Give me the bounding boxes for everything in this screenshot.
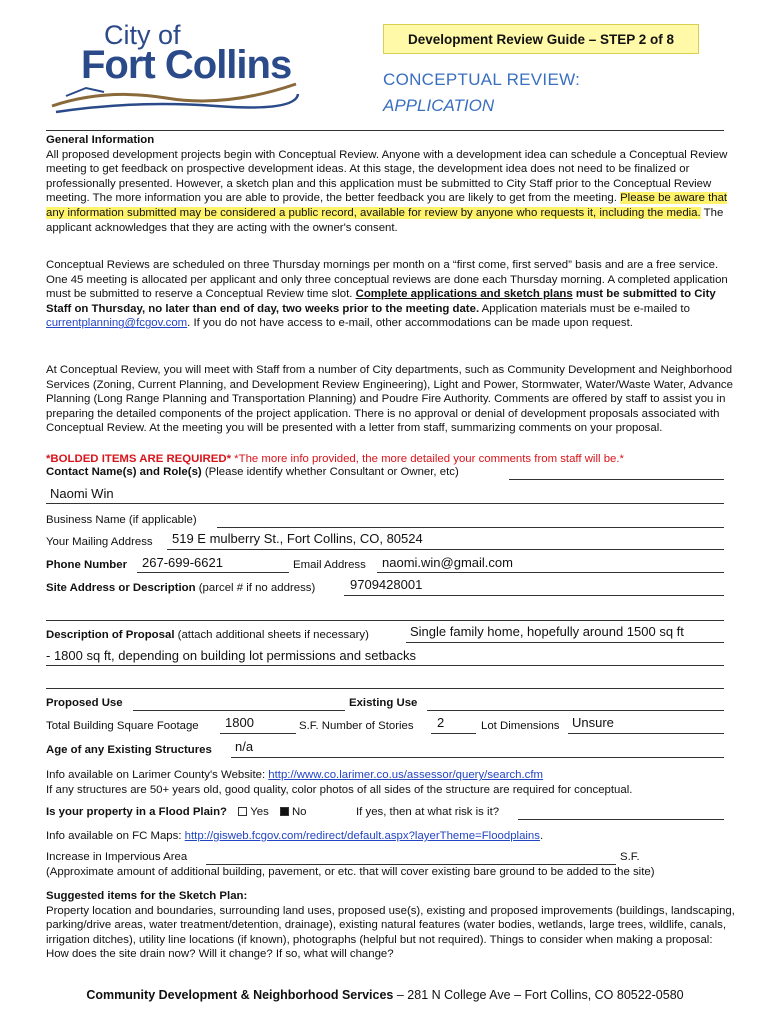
- proposed-use-input[interactable]: [133, 710, 345, 711]
- flood-risk-input[interactable]: [518, 819, 724, 820]
- general-info-heading: General Information: [46, 134, 155, 146]
- age-row: Age of any Existing Structures: [0, 744, 770, 760]
- logo-fort-collins-text: Fort Collins: [81, 43, 292, 87]
- step-banner: Development Review Guide – STEP 2 of 8: [383, 24, 699, 54]
- public-record-notice: Please be aware that any information submitted may be considered a public record, available for review by anyone who requests it, including the media.: [46, 192, 728, 219]
- existing-use-input[interactable]: [427, 710, 724, 711]
- description-row: Description of Proposal (attach additional sheets if necessary): [0, 629, 770, 645]
- lot-dimensions-input[interactable]: Unsure: [572, 715, 614, 730]
- header-divider: [46, 130, 724, 131]
- sketch-plan-section: [46, 889, 736, 962]
- flood-no-checkbox[interactable]: [280, 807, 289, 816]
- impervious-row: Increase in Impervious Area S.F.: [46, 851, 640, 863]
- larimer-info: Info available on Larimer County's Website: http://www.co.larimer.co.us/assessor/query/search.cfm: [46, 769, 544, 781]
- use-row: Proposed Use Existing Use: [0, 697, 770, 713]
- fc-maps-info: Info available on FC Maps: http://gisweb.fcgov.com/redirect/default.aspx?layerTheme=Floodplains.: [46, 830, 544, 842]
- general-info-paragraph-3: At Conceptual Review, you will meet with Staff from a number of City departments, such as Community Development and Neighborhood Services (Zoning, Current Planning, and Development Review Engineering), Light and Power, Stormwater, Water/Waste Water, Advance Planning (Long Range Planning and Transportation Planning) and Poudre Fire Authority. Comments are offered by staff to assist you in preparing the detailed components of the project application. There is no approval or denial of development proposals associated with Conceptual Review. At the meeting you will be presented with a letter from staff, summarizing comments on your proposal.: [46, 364, 733, 435]
- stories-input[interactable]: 2: [437, 715, 445, 730]
- contact-input[interactable]: Naomi Win: [50, 486, 114, 501]
- sketch-plan-body: Property location and boundaries, surrounding land uses, proposed use(s), existing and proposed improvements (buildings, landscaping, parking/drive areas, water treatment/detention, drainage), existing natural features (water bodies, wetlands, large trees, wildlife, canals, irrigation ditches), utility line locations (if known), photographs (helpful but not required). Things to consider when making a proposal: How does the site drain now? Will it change? If so, what will change?: [46, 904, 735, 961]
- impervious-note: (Approximate amount of additional building, pavement, or etc. that will cover existing bare ground to be added to the site): [46, 866, 655, 878]
- email-input[interactable]: naomi.win@gmail.com: [382, 555, 513, 570]
- logo-city-text: City of: [104, 20, 181, 50]
- required-notice: *BOLDED ITEMS ARE REQUIRED* *The more info provided, the more detailed your comments from staff will be.*: [46, 453, 624, 465]
- general-info-paragraph-2: Conceptual Reviews are scheduled on three Thursday mornings per month on a “first come, first served” basis and are a free service. One 45 meeting is allocated per applicant and only three conceptual reviews are done each Thursday morning. A completed application must be submitted to reserve a Conceptual Review time slot. Complete applications and sketch plans must be submitted to City Staff on Thursday, no later than end of day, two weeks prior to the meeting date. Application materials must be e-mailed to currentplanning@fcgov.com. If you do not have access to e-mail, other accommodations can be made upon request.: [46, 259, 728, 330]
- size-row: Total Building Square Footage S.F. Number of Stories Lot Dimensions: [0, 720, 770, 736]
- description-input-line-1[interactable]: Single family home, hopefully around 1500 sq ft: [410, 624, 684, 639]
- flood-yes-checkbox[interactable]: [238, 807, 247, 816]
- mailing-input[interactable]: 519 E mulberry St., Fort Collins, CO, 80524: [172, 531, 423, 546]
- business-row: Business Name (if applicable): [0, 514, 770, 530]
- page-title: CONCEPTUAL REVIEW:: [383, 70, 581, 89]
- square-footage-input[interactable]: 1800: [225, 715, 254, 730]
- footer: Community Development & Neighborhood Services – 281 N College Ave – Fort Collins, CO 80522-0580: [86, 988, 684, 1002]
- general-info-section: [46, 133, 736, 235]
- sketch-plan-heading: Suggested items for the Sketch Plan:: [46, 890, 248, 902]
- fc-maps-link[interactable]: http://gisweb.fcgov.com/redirect/default.aspx?layerTheme=Floodplains: [184, 830, 540, 842]
- email-link[interactable]: currentplanning@fcgov.com: [46, 317, 188, 330]
- phone-row: Phone Number Email Address: [0, 559, 770, 575]
- contact-row: Contact Name(s) and Role(s) (Please identify whether Consultant or Owner, etc): [0, 466, 770, 482]
- page-subtitle: APPLICATION: [383, 96, 495, 115]
- flood-plain-row: Is your property in a Flood Plain? Yes No If yes, then at what risk is it?: [0, 806, 770, 822]
- site-input[interactable]: 9709428001: [350, 577, 423, 592]
- site-row: Site Address or Description (parcel # if no address): [0, 582, 770, 598]
- description-input-line-2[interactable]: - 1800 sq ft, depending on building lot permissions and setbacks: [46, 648, 417, 663]
- contact-label: Contact Name(s) and Role(s): [46, 466, 202, 478]
- photos-requirement: If any structures are 50+ years old, good quality, color photos of all sides of the structure are required for conceptual.: [46, 784, 633, 796]
- general-info-paragraph-1: All proposed development projects begin with Conceptual Review. Anyone with a development idea can schedule a Conceptual Review meeting to get feedback on prospective development ideas. At this stage, the development idea does not need to be finalized or professionally presented. However, a sketch plan and this application must be submitted to City Staff prior to the Conceptual Review meeting. The more information you are able to provide, the better feedback you are likely to get from the meeting. Please be aware that any information submitted may be considered a public record, available for review by anyone who requests it, including the media. The applicant acknowledges that they are acting with the owner's consent.: [46, 148, 728, 234]
- contact-rule[interactable]: [509, 479, 724, 480]
- larimer-link[interactable]: http://www.co.larimer.co.us/assessor/query/search.cfm: [268, 769, 544, 781]
- business-input[interactable]: [217, 527, 724, 528]
- city-logo: [46, 18, 306, 118]
- phone-input[interactable]: 267-699-6621: [142, 555, 223, 570]
- mailing-row: Your Mailing Address: [0, 536, 770, 552]
- age-input[interactable]: n/a: [235, 739, 254, 754]
